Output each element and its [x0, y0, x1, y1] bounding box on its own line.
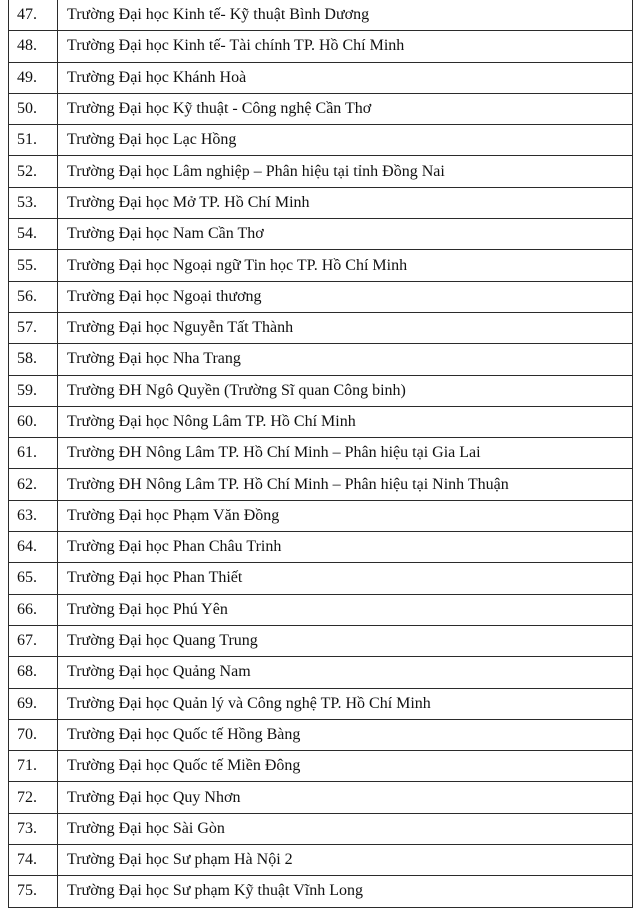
university-name-cell: Trường Đại học Lâm nghiệp – Phân hiệu tại tỉnh Đồng Nai	[58, 156, 633, 187]
university-name-cell: Trường Đại học Quốc tế Hồng Bàng	[58, 719, 633, 750]
row-number-cell: 71.	[9, 751, 58, 782]
university-name-cell: Trường Đại học Khánh Hoà	[58, 62, 633, 93]
table-row	[9, 469, 633, 500]
table-row	[9, 312, 633, 343]
table-row	[9, 219, 633, 250]
table-row	[9, 782, 633, 813]
university-name-cell: Trường Đại học Ngoại thương	[58, 281, 633, 312]
table-row	[9, 31, 633, 62]
row-number-cell: 47.	[9, 0, 58, 31]
university-name-cell: Trường Đại học Kinh tế- Tài chính TP. Hồ Chí Minh	[58, 31, 633, 62]
row-number-cell: 74.	[9, 845, 58, 876]
row-number-cell: 73.	[9, 813, 58, 844]
row-number-cell: 51.	[9, 125, 58, 156]
row-number-cell: 63.	[9, 500, 58, 531]
university-name-cell: Trường Đại học Sư phạm Kỹ thuật Vĩnh Long	[58, 876, 633, 907]
university-name-cell: Trường Đại học Lạc Hồng	[58, 125, 633, 156]
row-number-cell: 54.	[9, 219, 58, 250]
table-row	[9, 0, 633, 31]
table-row	[9, 813, 633, 844]
row-number-cell: 61.	[9, 438, 58, 469]
row-number-cell: 64.	[9, 532, 58, 563]
table-row	[9, 406, 633, 437]
table-row	[9, 156, 633, 187]
row-number-cell: 50.	[9, 93, 58, 124]
university-name-cell: Trường Đại học Ngoại ngữ Tin học TP. Hồ Chí Minh	[58, 250, 633, 281]
row-number-cell: 68.	[9, 657, 58, 688]
table-row	[9, 751, 633, 782]
university-name-cell: Trường Đại học Nguyễn Tất Thành	[58, 312, 633, 343]
university-name-cell: Trường Đại học Phạm Văn Đồng	[58, 500, 633, 531]
university-name-cell: Trường Đại học Quang Trung	[58, 625, 633, 656]
university-name-cell: Trường Đại học Quảng Nam	[58, 657, 633, 688]
table-row	[9, 438, 633, 469]
row-number-cell: 56.	[9, 281, 58, 312]
row-number-cell: 57.	[9, 312, 58, 343]
table-row	[9, 500, 633, 531]
table-body	[9, 0, 633, 907]
university-name-cell: Trường Đại học Phan Châu Trinh	[58, 532, 633, 563]
row-number-cell: 48.	[9, 31, 58, 62]
table-row	[9, 876, 633, 907]
row-number-cell: 59.	[9, 375, 58, 406]
row-number-cell: 58.	[9, 344, 58, 375]
row-number-cell: 67.	[9, 625, 58, 656]
table-row	[9, 375, 633, 406]
row-number-cell: 65.	[9, 563, 58, 594]
table-row	[9, 594, 633, 625]
university-name-cell: Trường Đại học Sài Gòn	[58, 813, 633, 844]
university-name-cell: Trường Đại học Nông Lâm TP. Hồ Chí Minh	[58, 406, 633, 437]
row-number-cell: 53.	[9, 187, 58, 218]
university-name-cell: Trường Đại học Kinh tế- Kỹ thuật Bình Dương	[58, 0, 633, 31]
table-row	[9, 688, 633, 719]
table-row	[9, 62, 633, 93]
university-name-cell: Trường ĐH Nông Lâm TP. Hồ Chí Minh – Phân hiệu tại Ninh Thuận	[58, 469, 633, 500]
row-number-cell: 55.	[9, 250, 58, 281]
table-row	[9, 344, 633, 375]
table-row	[9, 281, 633, 312]
row-number-cell: 62.	[9, 469, 58, 500]
table-row	[9, 719, 633, 750]
table-row	[9, 93, 633, 124]
row-number-cell: 49.	[9, 62, 58, 93]
university-name-cell: Trường Đại học Nha Trang	[58, 344, 633, 375]
university-name-cell: Trường Đại học Mở TP. Hồ Chí Minh	[58, 187, 633, 218]
row-number-cell: 52.	[9, 156, 58, 187]
table-row	[9, 657, 633, 688]
university-name-cell: Trường Đại học Quốc tế Miền Đông	[58, 751, 633, 782]
university-list-table	[8, 0, 633, 908]
university-name-cell: Trường Đại học Nam Cần Thơ	[58, 219, 633, 250]
row-number-cell: 69.	[9, 688, 58, 719]
table-row	[9, 563, 633, 594]
table-row	[9, 250, 633, 281]
university-name-cell: Trường Đại học Sư phạm Hà Nội 2	[58, 845, 633, 876]
table-row	[9, 187, 633, 218]
table-row	[9, 845, 633, 876]
row-number-cell: 72.	[9, 782, 58, 813]
row-number-cell: 70.	[9, 719, 58, 750]
row-number-cell: 60.	[9, 406, 58, 437]
row-number-cell: 75.	[9, 876, 58, 907]
university-name-cell: Trường Đại học Quản lý và Công nghệ TP. Hồ Chí Minh	[58, 688, 633, 719]
table-row	[9, 532, 633, 563]
table-row	[9, 125, 633, 156]
university-name-cell: Trường Đại học Phan Thiết	[58, 563, 633, 594]
university-name-cell: Trường ĐH Nông Lâm TP. Hồ Chí Minh – Phân hiệu tại Gia Lai	[58, 438, 633, 469]
university-name-cell: Trường Đại học Quy Nhơn	[58, 782, 633, 813]
row-number-cell: 66.	[9, 594, 58, 625]
university-name-cell: Trường Đại học Phú Yên	[58, 594, 633, 625]
university-name-cell: Trường ĐH Ngô Quyền (Trường Sĩ quan Công binh)	[58, 375, 633, 406]
table-row	[9, 625, 633, 656]
university-name-cell: Trường Đại học Kỹ thuật - Công nghệ Cần Thơ	[58, 93, 633, 124]
